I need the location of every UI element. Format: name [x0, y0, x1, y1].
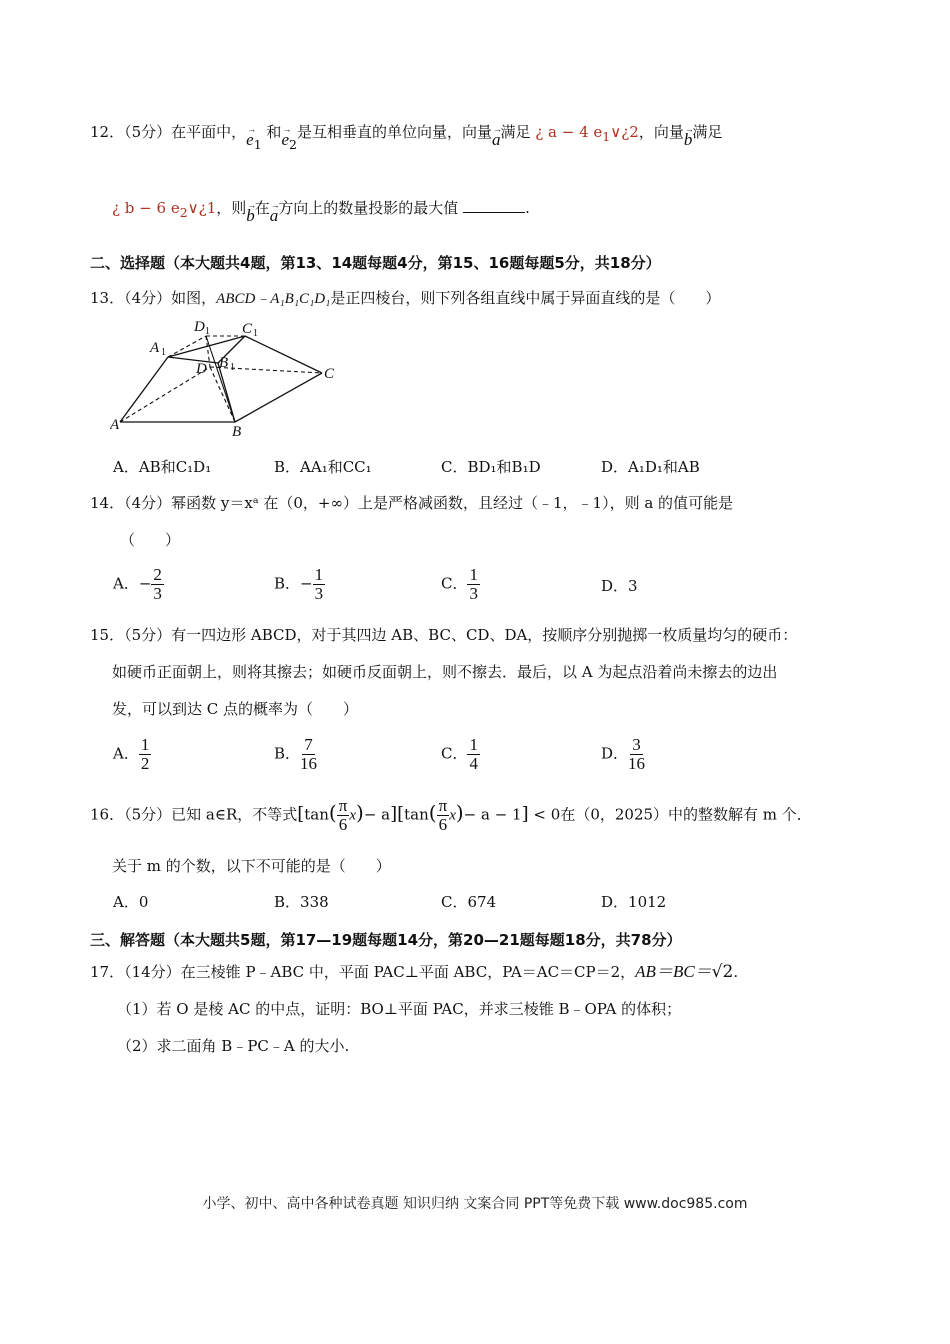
- q15-option-c[interactable]: C． $\frac{1}{4}$: [441, 735, 478, 773]
- label-B: B: [232, 424, 242, 440]
- q17-line1: 17．（14分）在三棱锥 P﹣ABC 中，平面 PAC⊥平面 ABC，PA＝AC＝CP＝2，AB＝BC＝√2.: [90, 962, 739, 982]
- q17-sub2: （2）求二面角 B﹣PC﹣A 的大小.: [117, 1037, 350, 1055]
- q17-sub1: （1）若 O 是棱 AC 的中点，证明：BO⊥平面 PAC，并求三棱锥 B﹣OPA 的体积；: [117, 1000, 682, 1018]
- q16-option-a[interactable]: A．0: [113, 893, 149, 911]
- q15-line2: 如硬币正面朝上，则将其擦去；如硬币反面朝上，则不擦去．最后，以 A 为起点沿着尚未擦去的边出: [112, 663, 778, 681]
- q16-option-b[interactable]: B．338: [274, 893, 329, 911]
- vector-e2: → e: [281, 130, 289, 150]
- q12-condition-a: ¿ a − 4 $e_1\vee¿2$: [535, 123, 639, 144]
- section-3-heading: 三、解答题（本大题共5题，第17—19题每题14分，第20—21题每题18分，共78分）: [90, 931, 682, 949]
- q16-option-c[interactable]: C．674: [441, 893, 497, 911]
- vector-a: → a: [492, 130, 501, 150]
- q16-line2: 关于 m 的个数，以下不可能的是（ ）: [112, 857, 391, 875]
- q15-line1: 15．（5分）有一四边形 ABCD，对于其四边 AB、BC、CD、DA，按顺序分别抛掷一枚质量均匀的硬币：: [90, 626, 798, 644]
- q12-line1: 12．（5分）在平面中，→ $e_1$ 和→ $e_2$是互相垂直的单位向量，向量→ a满足 ¿ a − 4 $e_1\vee¿2$，向量→ b满足: [90, 122, 722, 147]
- q16-option-d[interactable]: D．1012: [601, 893, 667, 911]
- q12-prefix: 12．（5分）在平面中，: [90, 123, 247, 141]
- q15-option-d[interactable]: D． $\frac{3}{16}$: [601, 735, 646, 773]
- q12-condition-b: ¿ b − 6 $e_2\vee¿1$: [112, 199, 217, 220]
- svg-text:1: 1: [253, 328, 258, 339]
- q14-option-c[interactable]: C． $\frac{1}{3}$: [441, 565, 478, 603]
- label-C: C: [324, 366, 335, 382]
- svg-text:1: 1: [230, 362, 235, 373]
- label-B1: B: [219, 355, 229, 371]
- page-footer: 小学、初中、高中各种试卷真题 知识归纳 文案合同 PPT等免费下载 www.doc985.com: [202, 1196, 748, 1212]
- label-C1: C: [242, 321, 253, 337]
- vector-a-2: → a: [270, 206, 279, 226]
- q16-line1: 16．（5分）已知 a∈R，不等式[tan( $\frac{\pi}{6}$ x)− a][tan( $\frac{\pi}{6}$ x)− a − 1] < 0在（0，2025）中的整数解有 m 个．: [90, 796, 812, 834]
- svg-text:1: 1: [205, 326, 210, 337]
- answer-blank[interactable]: [463, 198, 525, 213]
- q15-option-b[interactable]: B． $\frac{7}{16}$: [274, 735, 318, 773]
- vector-b-2: → b: [246, 206, 255, 226]
- q13-option-c[interactable]: C．BD₁和B₁D: [441, 458, 541, 476]
- q14-stem: 14．（4分）幂函数 y＝xᵃ 在（0，+∞）上是严格减函数，且经过（﹣1，﹣1），则 a 的值可能是: [90, 494, 734, 512]
- q14-option-d[interactable]: D．3: [601, 577, 638, 595]
- q13-option-a[interactable]: A．AB和C₁D₁: [113, 458, 212, 476]
- frustum-figure: [110, 315, 350, 440]
- label-D1: D: [194, 319, 205, 335]
- section-2-heading: 二、选择题（本大题共4题，第13、14题每题4分，第15、16题每题5分，共18分）: [90, 254, 661, 272]
- vector-b: → b: [684, 130, 693, 150]
- q12-line2: ¿ b − 6 $e_2\vee¿1$，则→ b在→ a方向上的数量投影的最大值 .: [112, 198, 530, 223]
- q13-option-b[interactable]: B．AA₁和CC₁: [274, 458, 372, 476]
- q14-option-a[interactable]: A．− $\frac{2}{3}$: [113, 565, 162, 603]
- q15-line3: 发，可以到达 C 点的概率为（ ）: [112, 700, 359, 718]
- label-A: A: [110, 417, 120, 433]
- label-D: D: [196, 361, 207, 377]
- q13-option-d[interactable]: D．A₁D₁和AB: [601, 458, 700, 476]
- q13-stem: 13．（4分）如图，ABCD﹣A₁B₁C₁D₁是正四棱台，则下列各组直线中属于异面直线的是（ ）: [90, 289, 721, 307]
- svg-text:1: 1: [161, 347, 166, 358]
- q14-paren: （ ）: [120, 531, 181, 549]
- vector-e1: → e: [246, 130, 254, 150]
- q15-option-a[interactable]: A． $\frac{1}{2}$: [113, 735, 150, 773]
- label-A1: A: [150, 340, 160, 356]
- q14-option-b[interactable]: B．− $\frac{1}{3}$: [274, 565, 324, 603]
